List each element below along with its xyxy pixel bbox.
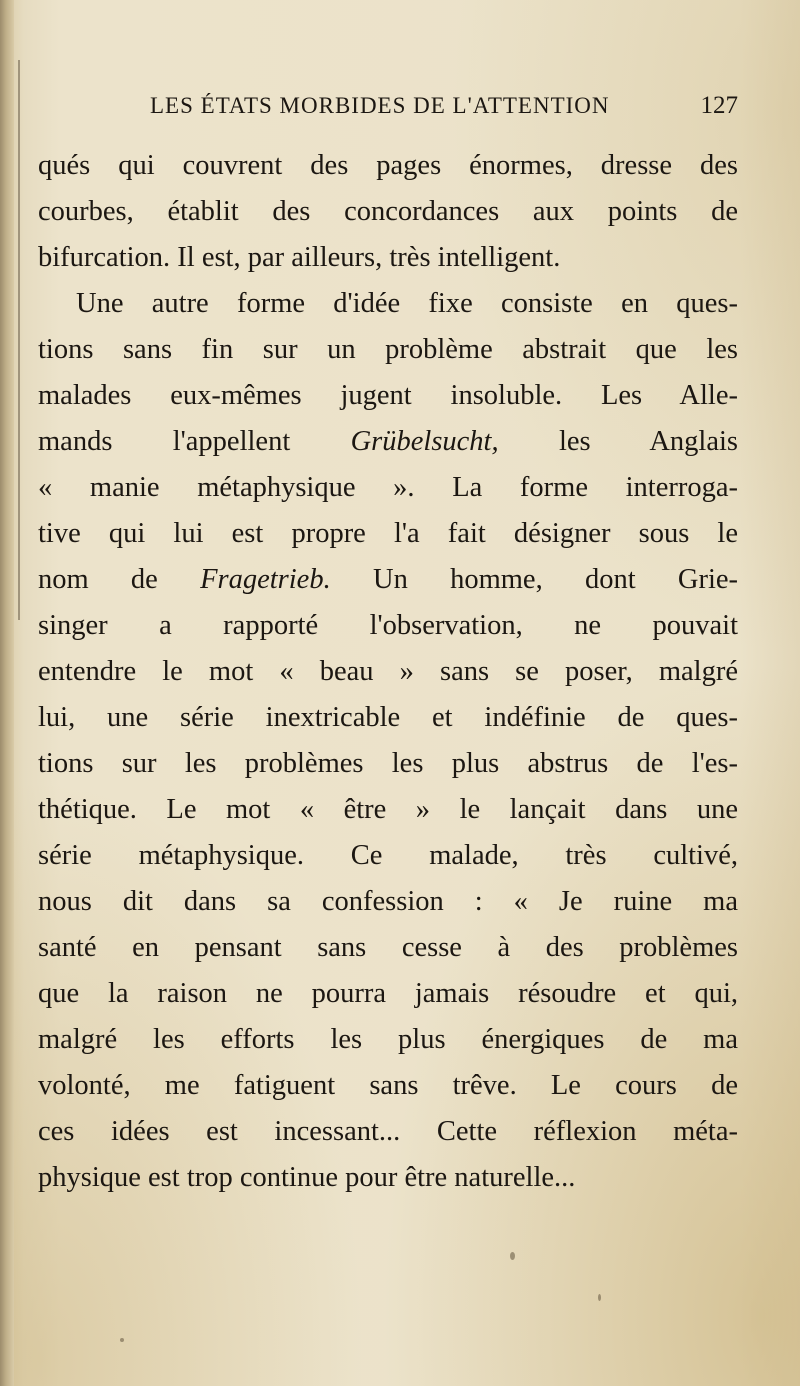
text-line: que la raison ne pourra jamais résoudre et qui, xyxy=(38,978,738,1009)
running-head: LES ÉTATS MORBIDES DE L'ATTENTION xyxy=(150,93,610,118)
paper-speck xyxy=(598,1294,601,1301)
text-line: ces idées est incessant... Cette réflexion méta- xyxy=(38,1116,738,1147)
italic-term: Fragetrieb. xyxy=(200,564,331,595)
text-line: bifurcation. Il est, par ailleurs, très intelligent. xyxy=(38,242,561,273)
page-gutter xyxy=(0,0,14,1386)
text-segment: les Anglais xyxy=(558,426,739,457)
page-header xyxy=(150,92,738,122)
text-segment: Un homme, dont Grie- xyxy=(372,564,739,595)
italic-term: Grübelsucht, xyxy=(350,426,499,457)
text-line: thétique. Le mot « être » le lançait dans une xyxy=(38,794,738,825)
text-line: série métaphysique. Ce malade, très cultivé, xyxy=(38,840,738,871)
text-segment: mands l'appellent xyxy=(38,426,291,457)
text-line: physique est trop continue pour être naturelle... xyxy=(38,1162,576,1193)
text-line: malgré les efforts les plus énergiques de ma xyxy=(38,1024,738,1055)
text-line xyxy=(38,560,738,600)
text-line: « manie métaphysique ». La forme interroga- xyxy=(38,472,738,503)
text-line: volonté, me fatiguent sans trêve. Le cours de xyxy=(38,1070,738,1101)
text-line: courbes, établit des concordances aux points de xyxy=(38,196,738,227)
text-line xyxy=(38,422,738,462)
text-line: qués qui couvrent des pages énormes, dresse des xyxy=(38,150,738,181)
text-line: Une autre forme d'idée fixe consiste en ques- xyxy=(76,288,738,319)
text-line: lui, une série inextricable et indéfinie de ques- xyxy=(38,702,738,733)
page-number: 127 xyxy=(700,92,738,119)
text-line: malades eux-mêmes jugent insoluble. Les Alle- xyxy=(38,380,738,411)
text-line: santé en pensant sans cesse à des problèmes xyxy=(38,932,738,963)
binding-shadow xyxy=(18,60,20,620)
text-line: nous dit dans sa confession : « Je ruine ma xyxy=(38,886,738,917)
paper-speck xyxy=(120,1338,124,1342)
text-line: tions sans fin sur un problème abstrait que les xyxy=(38,334,738,365)
text-line: entendre le mot « beau » sans se poser, malgré xyxy=(38,656,738,687)
text-segment: nom de xyxy=(38,564,158,595)
text-line: tive qui lui est propre l'a fait désigner sous le xyxy=(38,518,738,549)
text-line: tions sur les problèmes les plus abstrus de l'es- xyxy=(38,748,738,779)
paper-speck xyxy=(510,1252,515,1260)
text-line: singer a rapporté l'observation, ne pouvait xyxy=(38,610,738,641)
